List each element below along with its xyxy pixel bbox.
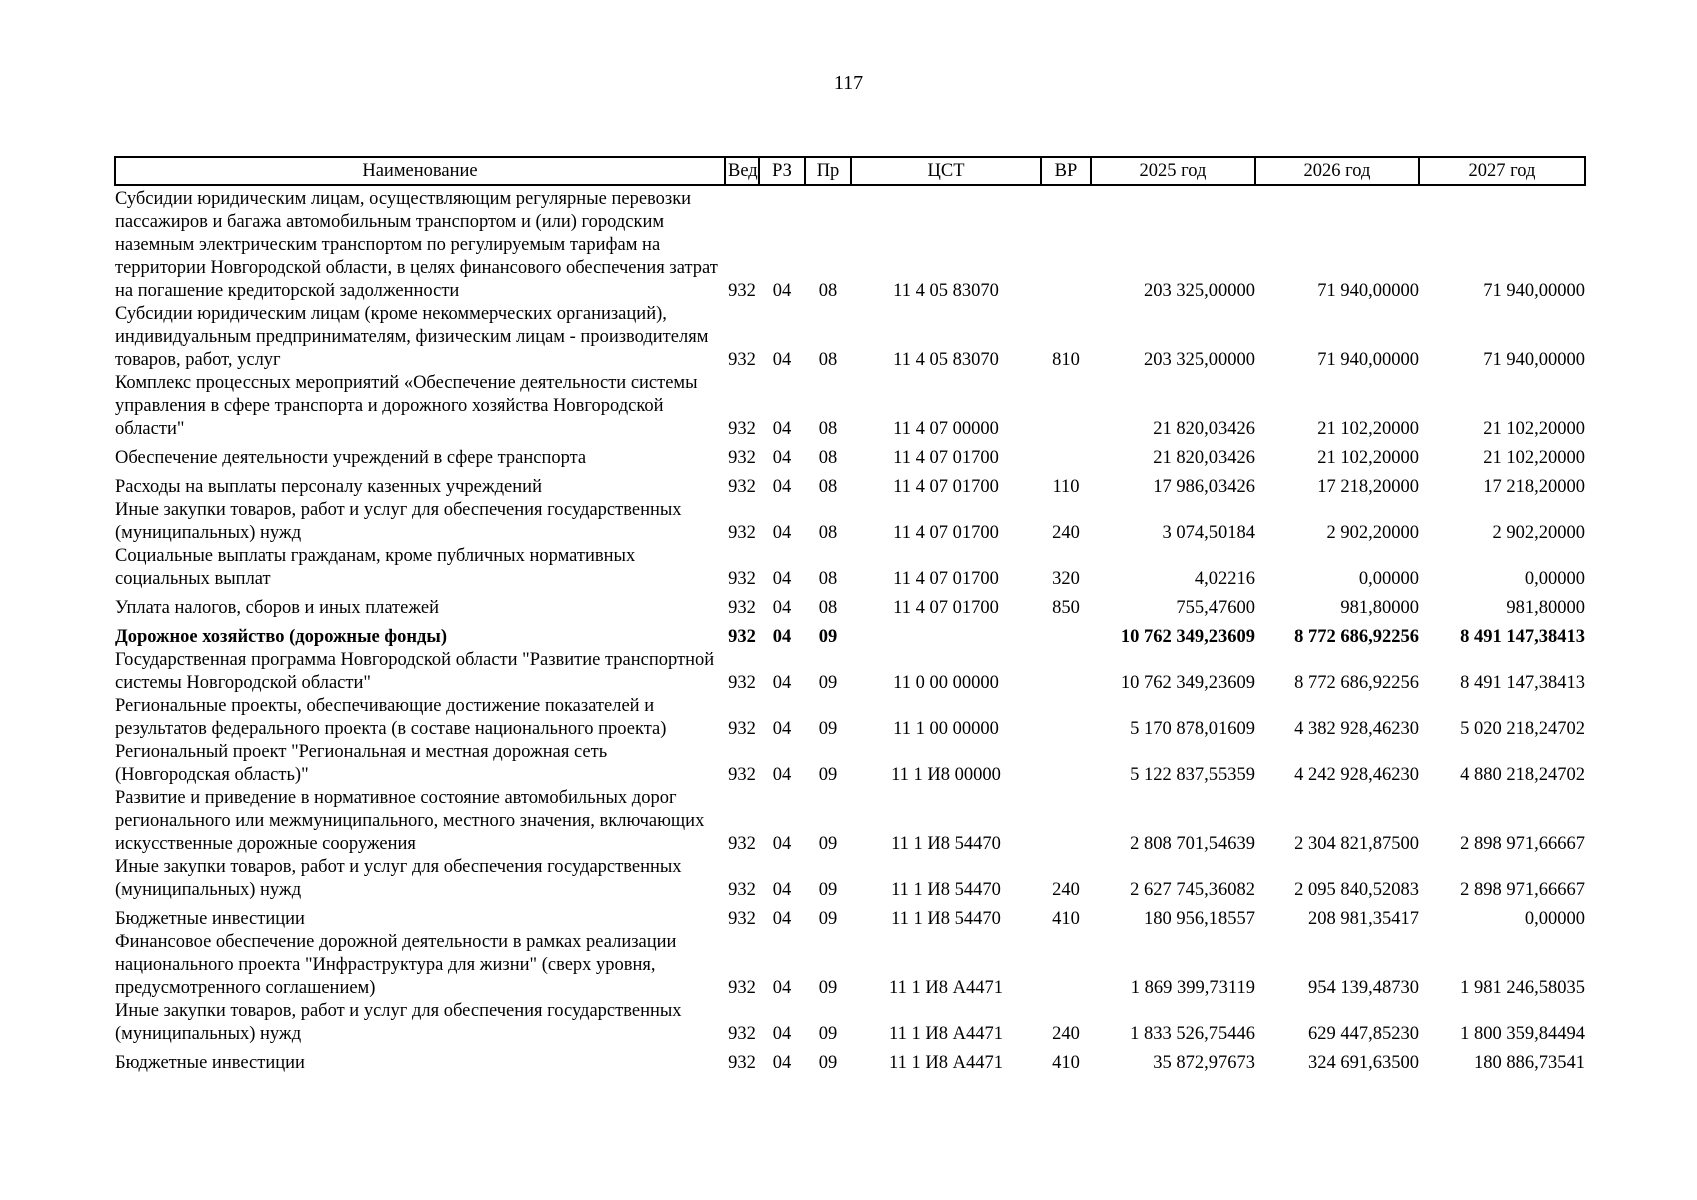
cell-rz: 04	[772, 598, 792, 618]
cell-2027: 1 981 246,58035	[1460, 978, 1585, 998]
cell-ved: 932	[728, 477, 756, 497]
cell-ved: 932	[728, 1053, 756, 1073]
cell-2026: 208 981,35417	[1308, 909, 1419, 929]
header-vr: ВР	[1041, 157, 1091, 185]
cell-name: Расходы на выплаты персоналу казенных учреждений	[115, 477, 542, 497]
budget-table	[114, 156, 1586, 1075]
cell-rz: 04	[772, 765, 792, 785]
header-cst: ЦСТ	[851, 157, 1041, 185]
cell-2026: 954 139,48730	[1308, 978, 1419, 998]
table-row	[115, 303, 1585, 372]
cell-vr: 410	[1052, 1053, 1080, 1073]
cell-name: Иные закупки товаров, работ и услуг для обеспечения государственных (муниципальных) нужд	[115, 857, 682, 900]
cell-2026: 71 940,00000	[1317, 281, 1419, 301]
cell-cst	[851, 620, 1041, 649]
cell-name: Бюджетные инвестиции	[115, 909, 305, 929]
cell-2027: 17 218,20000	[1483, 477, 1585, 497]
header-2026: 2026 год	[1255, 157, 1419, 185]
cell-vr	[1041, 185, 1091, 303]
cell-vr	[1041, 741, 1091, 787]
cell-name: Обеспечение деятельности учреждений в сфере транспорта	[115, 448, 587, 468]
cell-rz: 04	[772, 281, 792, 301]
cell-cst: 11 4 07 01700	[893, 523, 999, 543]
cell-name: Субсидии юридическим лицам (кроме некоммерческих организаций), индивидуальным предпринимателям, физическим лицам - производителям товаров, работ, услуг	[115, 304, 709, 370]
table-row	[115, 902, 1585, 931]
cell-2027: 21 102,20000	[1483, 419, 1585, 439]
cell-2025: 2 808 701,54639	[1130, 834, 1255, 854]
table-row	[115, 441, 1585, 470]
cell-2026: 2 304 821,87500	[1294, 834, 1419, 854]
cell-rz: 04	[772, 350, 792, 370]
cell-2025: 5 170 878,01609	[1130, 719, 1255, 739]
cell-name: Комплекс процессных мероприятий «Обеспечение деятельности системы управления в сфере транспорта и дорожного хозяйства Новгородской области"	[115, 373, 698, 439]
cell-rz: 04	[772, 719, 792, 739]
cell-2025: 10 762 349,23609	[1120, 673, 1255, 693]
cell-2025: 203 325,00000	[1144, 350, 1255, 370]
header-ved: Вед	[725, 157, 759, 185]
cell-pr: 08	[818, 448, 838, 468]
cell-2026: 21 102,20000	[1317, 419, 1419, 439]
cell-rz: 04	[772, 909, 792, 929]
cell-2027: 2 902,20000	[1492, 523, 1585, 543]
cell-name: Дорожное хозяйство (дорожные фонды)	[115, 627, 448, 647]
cell-2026: 4 382 928,46230	[1294, 719, 1419, 739]
cell-pr: 09	[818, 719, 838, 739]
cell-2025: 10 762 349,23609	[1120, 627, 1255, 647]
cell-cst: 11 0 00 00000	[893, 673, 999, 693]
cell-2026: 0,00000	[1358, 569, 1419, 589]
cell-pr: 08	[818, 523, 838, 543]
cell-2026: 8 772 686,92256	[1294, 627, 1419, 647]
cell-pr: 09	[818, 909, 838, 929]
cell-ved: 932	[728, 880, 756, 900]
cell-ved: 932	[728, 448, 756, 468]
cell-vr	[1041, 441, 1091, 470]
cell-2027: 71 940,00000	[1483, 350, 1585, 370]
page-number: 117	[833, 72, 864, 94]
cell-vr: 110	[1052, 477, 1080, 497]
table-row	[115, 1046, 1585, 1075]
header-2027: 2027 год	[1419, 157, 1585, 185]
cell-rz: 04	[772, 880, 792, 900]
cell-rz: 04	[772, 1053, 792, 1073]
cell-pr: 08	[818, 569, 838, 589]
table-row	[115, 545, 1585, 591]
cell-ved: 932	[728, 627, 756, 647]
cell-vr	[1041, 372, 1091, 441]
cell-cst: 11 4 07 01700	[893, 477, 999, 497]
cell-ved: 932	[728, 1024, 756, 1044]
cell-vr: 240	[1052, 1024, 1080, 1044]
cell-2027: 4 880 218,24702	[1460, 765, 1585, 785]
cell-vr: 410	[1052, 909, 1080, 929]
cell-ved: 932	[728, 765, 756, 785]
cell-pr: 09	[818, 1053, 838, 1073]
cell-pr: 09	[818, 1024, 838, 1044]
cell-name: Региональный проект "Региональная и местная дорожная сеть (Новгородская область)"	[115, 742, 608, 785]
cell-ved: 932	[728, 281, 756, 301]
cell-pr: 09	[818, 673, 838, 693]
cell-2025: 2 627 745,36082	[1130, 880, 1255, 900]
cell-cst: 11 4 07 00000	[893, 419, 999, 439]
cell-ved: 932	[728, 569, 756, 589]
table-row	[115, 591, 1585, 620]
cell-rz: 04	[772, 1024, 792, 1044]
cell-2027: 0,00000	[1524, 909, 1585, 929]
cell-2025: 17 986,03426	[1153, 477, 1255, 497]
cell-vr	[1041, 649, 1091, 695]
cell-2027: 2 898 971,66667	[1460, 880, 1585, 900]
table-row	[115, 372, 1585, 441]
cell-pr: 08	[818, 281, 838, 301]
table-row	[115, 1000, 1585, 1046]
cell-2027: 1 800 359,84494	[1460, 1024, 1585, 1044]
cell-vr: 320	[1052, 569, 1080, 589]
cell-ved: 932	[728, 978, 756, 998]
cell-vr: 850	[1052, 598, 1080, 618]
cell-ved: 932	[728, 719, 756, 739]
cell-name: Социальные выплаты гражданам, кроме публичных нормативных социальных выплат	[115, 546, 636, 589]
table-row	[115, 499, 1585, 545]
cell-name: Субсидии юридическим лицам, осуществляющим регулярные перевозки пассажиров и багажа автомобильным транспортом и (или) городским наземным электрическим транспортом по регулируемым тарифам на территории Новгородской области, в целях финансового обеспечения затрат на погашение кредиторской задолженности	[115, 189, 718, 301]
cell-2027: 0,00000	[1524, 569, 1585, 589]
cell-vr: 240	[1052, 880, 1080, 900]
cell-cst: 11 1 И8 54470	[891, 880, 1001, 900]
cell-2026: 629 447,85230	[1308, 1024, 1419, 1044]
cell-2026: 324 691,63500	[1308, 1053, 1419, 1073]
table-row	[115, 741, 1585, 787]
cell-pr: 09	[818, 880, 838, 900]
cell-2025: 4,02216	[1194, 569, 1255, 589]
cell-rz: 04	[772, 419, 792, 439]
cell-ved: 932	[728, 909, 756, 929]
table-body	[115, 185, 1585, 1075]
cell-2027: 2 898 971,66667	[1460, 834, 1585, 854]
cell-pr: 09	[818, 765, 838, 785]
cell-2025: 21 820,03426	[1153, 448, 1255, 468]
table-row	[115, 787, 1585, 856]
table-row	[115, 185, 1585, 303]
header-2025: 2025 год	[1091, 157, 1255, 185]
cell-2026: 2 095 840,52083	[1294, 880, 1419, 900]
cell-2025: 21 820,03426	[1153, 419, 1255, 439]
cell-vr: 240	[1052, 523, 1080, 543]
header-rz: РЗ	[759, 157, 805, 185]
cell-2026: 21 102,20000	[1317, 448, 1419, 468]
cell-rz: 04	[772, 477, 792, 497]
header-name: Наименование	[115, 157, 725, 185]
table-row	[115, 470, 1585, 499]
cell-vr	[1041, 787, 1091, 856]
cell-cst: 11 1 И8 00000	[891, 765, 1001, 785]
cell-cst: 11 1 00 00000	[893, 719, 999, 739]
cell-cst: 11 1 И8 А4471	[889, 978, 1003, 998]
cell-2027: 71 940,00000	[1483, 281, 1585, 301]
cell-cst: 11 4 05 83070	[893, 281, 999, 301]
cell-2025: 35 872,97673	[1153, 1053, 1255, 1073]
cell-cst: 11 1 И8 54470	[891, 834, 1001, 854]
cell-vr	[1041, 931, 1091, 1000]
cell-2025: 3 074,50184	[1162, 523, 1255, 543]
cell-ved: 932	[728, 834, 756, 854]
cell-rz: 04	[772, 569, 792, 589]
cell-vr	[1041, 695, 1091, 741]
cell-cst: 11 4 07 01700	[893, 448, 999, 468]
cell-pr: 08	[818, 419, 838, 439]
table-row	[115, 620, 1585, 649]
cell-pr: 09	[818, 627, 838, 647]
cell-2027: 180 886,73541	[1474, 1053, 1585, 1073]
cell-2027: 5 020 218,24702	[1460, 719, 1585, 739]
cell-pr: 08	[818, 350, 838, 370]
cell-cst: 11 1 И8 А4471	[889, 1053, 1003, 1073]
cell-ved: 932	[728, 419, 756, 439]
cell-cst: 11 4 07 01700	[893, 598, 999, 618]
cell-cst: 11 1 И8 54470	[891, 909, 1001, 929]
cell-name: Уплата налогов, сборов и иных платежей	[115, 598, 440, 618]
cell-2025: 755,47600	[1176, 598, 1255, 618]
cell-2026: 17 218,20000	[1317, 477, 1419, 497]
cell-name: Бюджетные инвестиции	[115, 1053, 305, 1073]
cell-rz: 04	[772, 673, 792, 693]
cell-2025: 180 956,18557	[1144, 909, 1255, 929]
cell-2026: 4 242 928,46230	[1294, 765, 1419, 785]
cell-rz: 04	[772, 448, 792, 468]
table-row	[115, 931, 1585, 1000]
cell-name: Иные закупки товаров, работ и услуг для обеспечения государственных (муниципальных) нужд	[115, 500, 682, 543]
cell-cst: 11 4 07 01700	[893, 569, 999, 589]
cell-rz: 04	[772, 523, 792, 543]
cell-2025: 5 122 837,55359	[1130, 765, 1255, 785]
cell-2027: 8 491 147,38413	[1460, 627, 1585, 647]
cell-ved: 932	[728, 673, 756, 693]
cell-2026: 981,80000	[1340, 598, 1419, 618]
cell-2026: 8 772 686,92256	[1294, 673, 1419, 693]
cell-name: Финансовое обеспечение дорожной деятельности в рамках реализации национального проекта "Инфраструктура для жизни" (сверх уровня, предусмотренного соглашением)	[115, 932, 677, 998]
cell-2026: 71 940,00000	[1317, 350, 1419, 370]
table-row	[115, 856, 1585, 902]
cell-pr: 09	[818, 834, 838, 854]
table-header	[115, 157, 1585, 185]
header-row	[115, 157, 1585, 185]
cell-ved: 932	[728, 523, 756, 543]
cell-2025: 1 833 526,75446	[1130, 1024, 1255, 1044]
cell-cst: 11 4 05 83070	[893, 350, 999, 370]
cell-pr: 09	[818, 978, 838, 998]
cell-rz: 04	[772, 834, 792, 854]
cell-rz: 04	[772, 627, 792, 647]
cell-2025: 203 325,00000	[1144, 281, 1255, 301]
cell-name: Развитие и приведение в нормативное состояние автомобильных дорог регионального или межмуниципального, местного значения, включающих искусственные дорожные сооружения	[115, 788, 705, 854]
cell-2027: 21 102,20000	[1483, 448, 1585, 468]
cell-cst: 11 1 И8 А4471	[889, 1024, 1003, 1044]
cell-pr: 08	[818, 598, 838, 618]
cell-name: Иные закупки товаров, работ и услуг для обеспечения государственных (муниципальных) нужд	[115, 1001, 682, 1044]
cell-vr	[1041, 620, 1091, 649]
cell-ved: 932	[728, 598, 756, 618]
cell-pr: 08	[818, 477, 838, 497]
cell-vr: 810	[1052, 350, 1080, 370]
header-pr: Пр	[805, 157, 851, 185]
table-row	[115, 695, 1585, 741]
cell-2027: 981,80000	[1506, 598, 1585, 618]
cell-rz: 04	[772, 978, 792, 998]
cell-name: Региональные проекты, обеспечивающие достижение показателей и результатов федерального проекта (в составе национального проекта)	[115, 696, 667, 739]
table-row	[115, 649, 1585, 695]
cell-2025: 1 869 399,73119	[1130, 978, 1255, 998]
cell-2027: 8 491 147,38413	[1460, 673, 1585, 693]
cell-name: Государственная программа Новгородской области "Развитие транспортной системы Новгородской области"	[115, 650, 715, 693]
cell-ved: 932	[728, 350, 756, 370]
cell-2026: 2 902,20000	[1326, 523, 1419, 543]
